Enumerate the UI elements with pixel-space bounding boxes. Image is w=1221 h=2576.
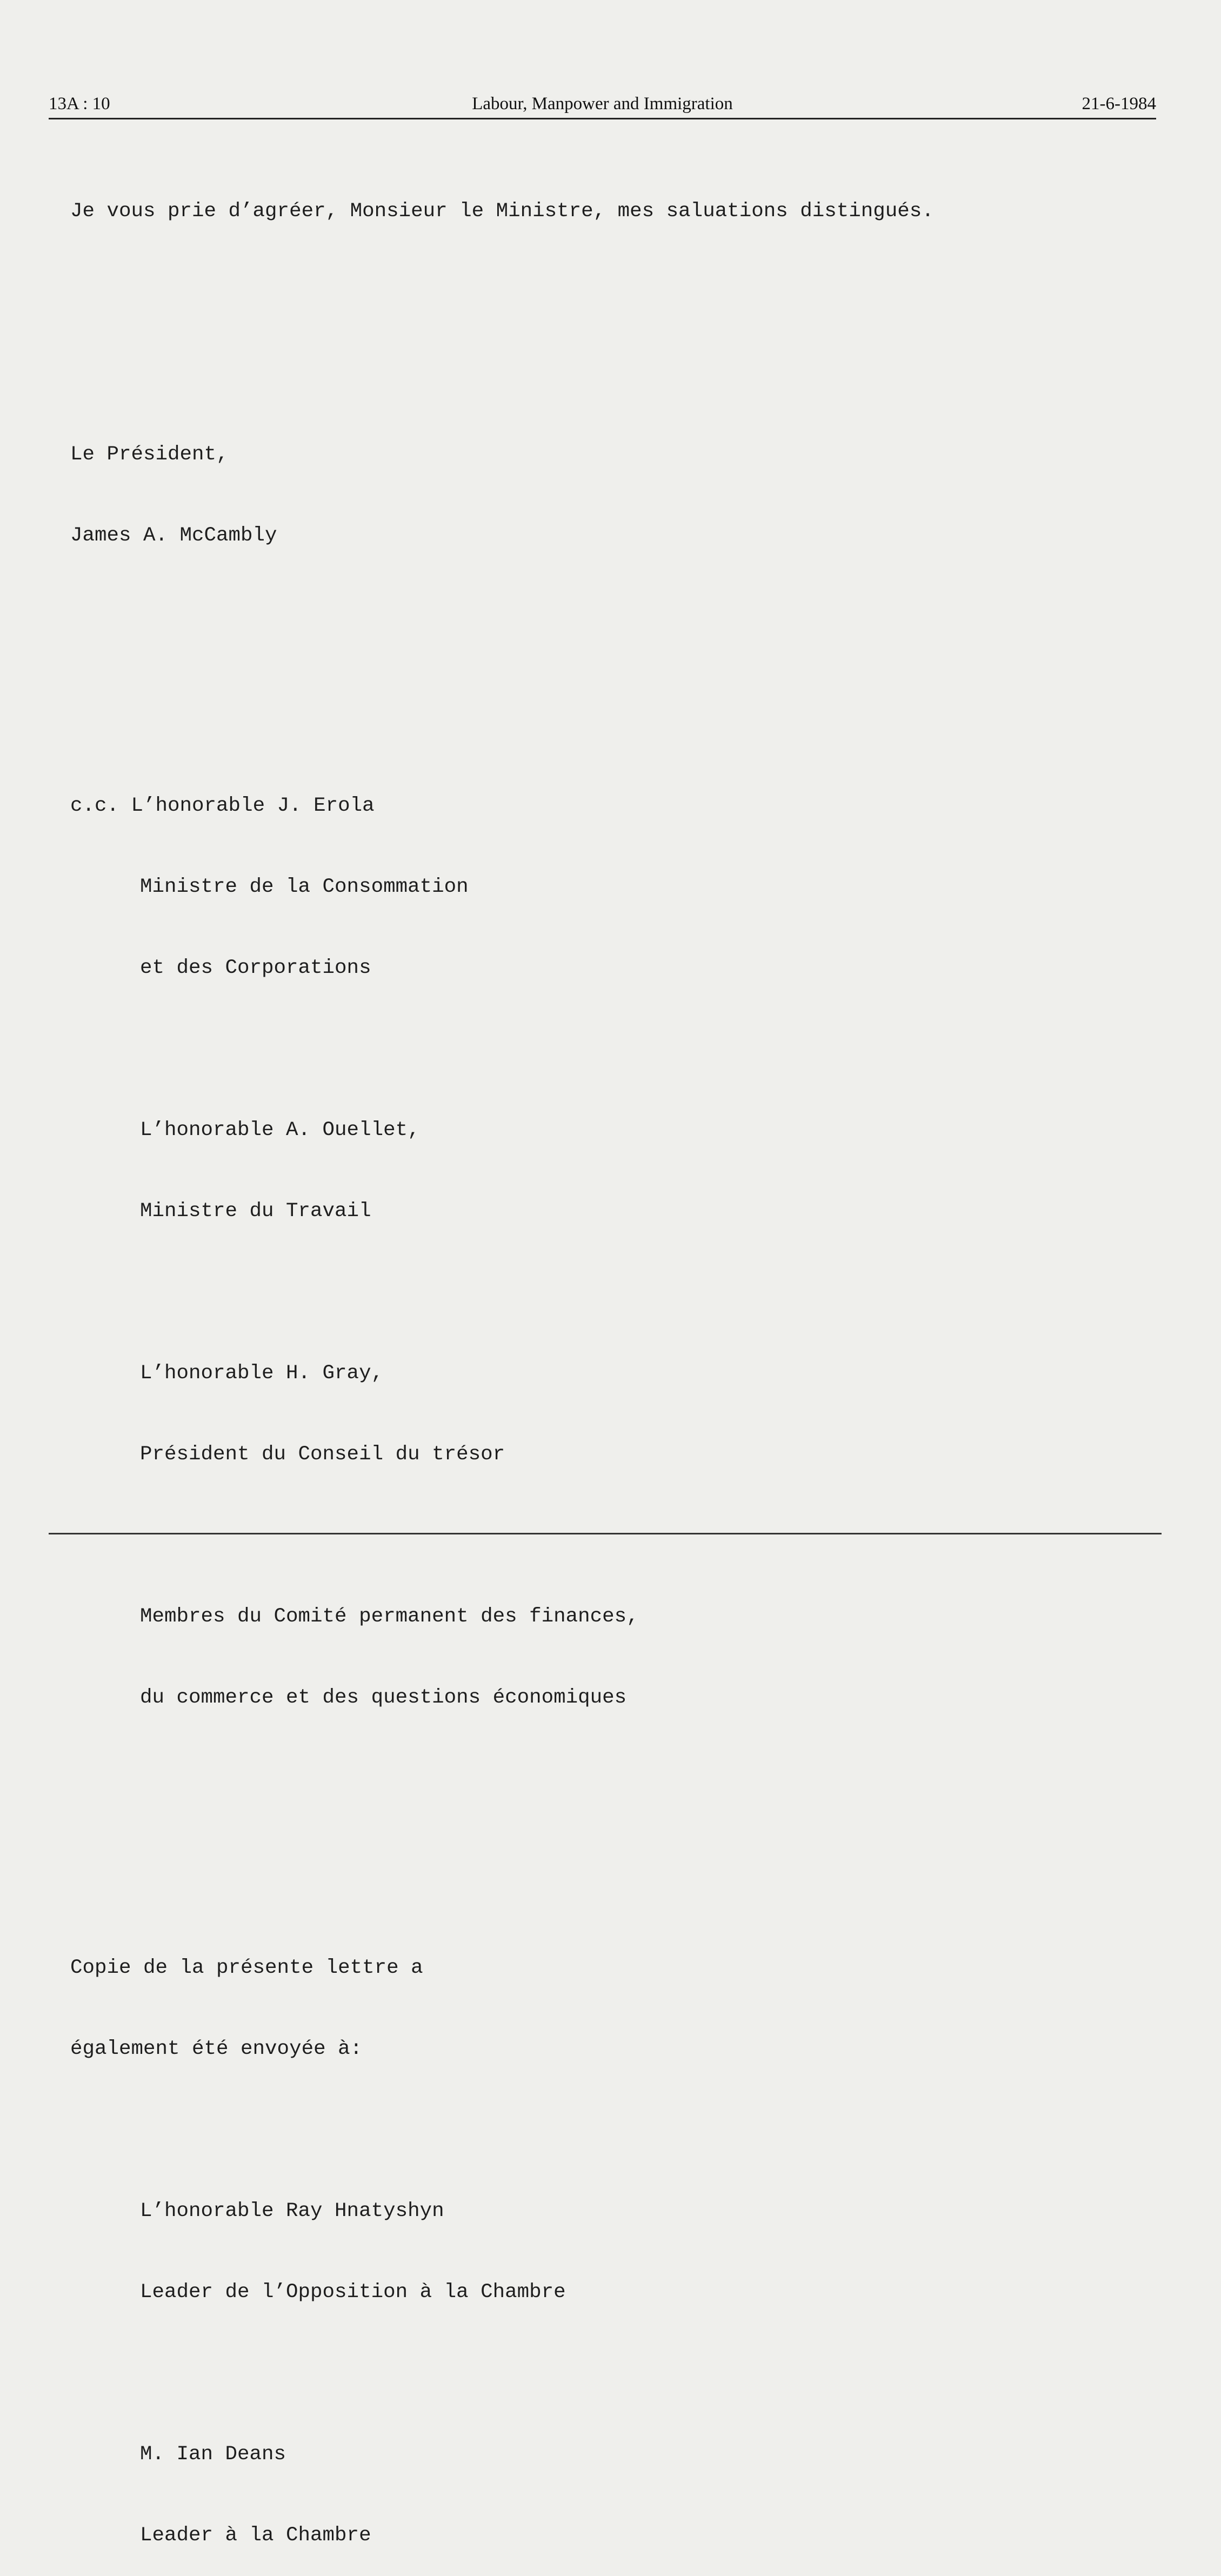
cc-line: Ministre du Travail [140, 1200, 371, 1223]
copy-name: M. Ian Deans [140, 2443, 286, 2466]
copy-name: L’honorable Ray Hnatyshyn [140, 2200, 444, 2223]
closing-line: Je vous prie d’agréer, Monsieur le Ministre, mes saluations distingués. [70, 200, 934, 223]
cc-name: Membres du Comité permanent des finances, [140, 1605, 639, 1628]
signature-title: Le Président, [70, 443, 229, 466]
footer-rule [49, 1533, 1162, 1534]
page-header [49, 90, 1156, 120]
cc-name: L’honorable J. Erola [131, 795, 375, 817]
copy-role: Leader à la Chambre [140, 2524, 371, 2547]
letter-body [70, 144, 1151, 2576]
cc-name: L’honorable H. Gray, [140, 1362, 384, 1385]
signature-name: James A. McCambly [70, 524, 277, 547]
cc-prefix: c.c. [70, 795, 119, 817]
running-title: Labour, Manpower and Immigration [472, 94, 733, 114]
copy-heading: Copie de la présente lettre a [70, 1957, 423, 1979]
cc-name: L’honorable A. Ouellet, [140, 1119, 420, 1142]
copy-heading: également été envoyée à: [70, 2038, 363, 2060]
cc-entry-1 [70, 792, 1151, 819]
page-date: 21-6-1984 [1082, 94, 1156, 114]
cc-line: du commerce et des questions économiques [140, 1686, 627, 1709]
header-rule [49, 118, 1156, 119]
cc-line: Président du Conseil du trésor [140, 1443, 505, 1466]
copy-role: Leader de l’Opposition à la Chambre [140, 2281, 566, 2304]
cc-line: Ministre de la Consommation [140, 876, 469, 898]
cc-line: et des Corporations [140, 957, 371, 979]
page-reference: 13A : 10 [49, 94, 110, 114]
